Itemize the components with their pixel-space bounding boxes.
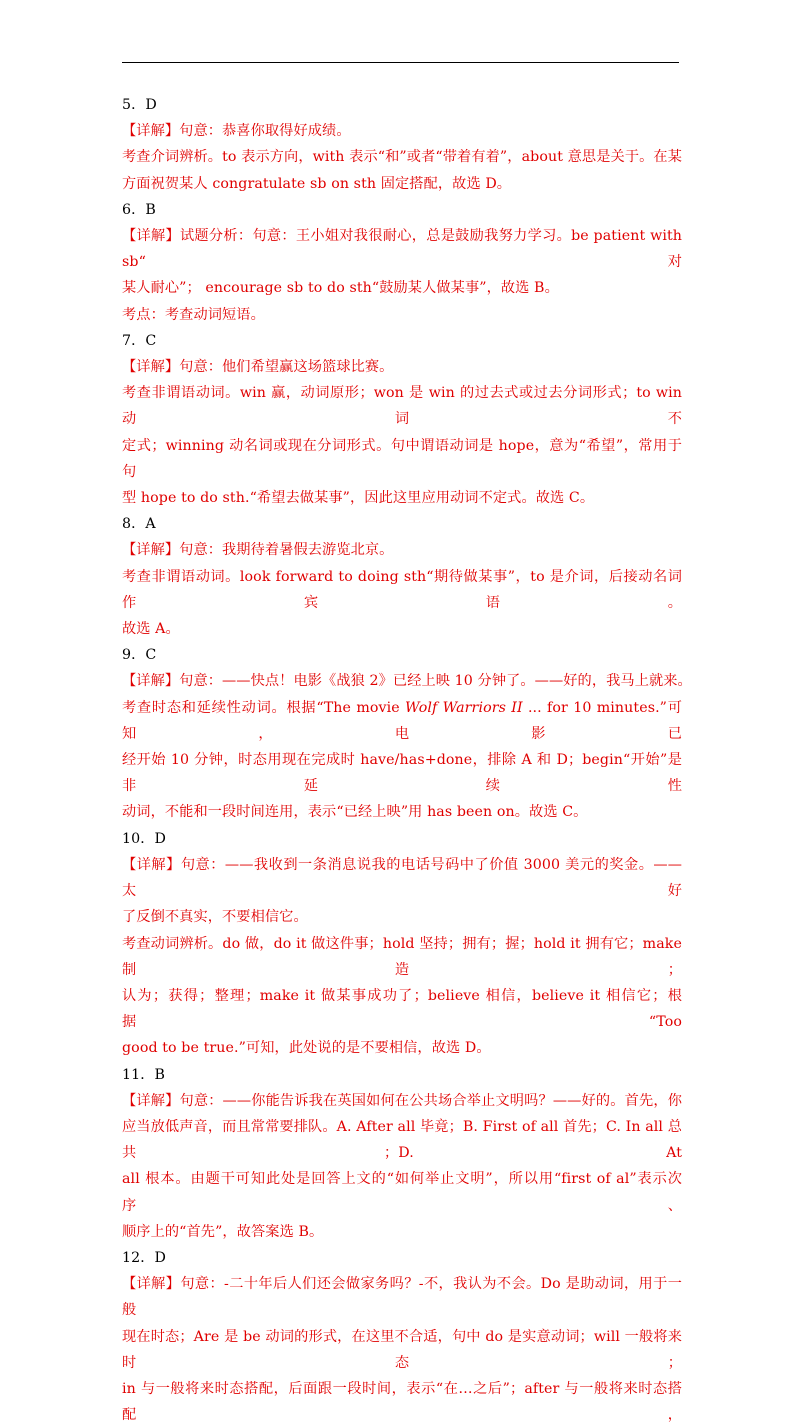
- header-rule: [122, 62, 679, 63]
- item-11: [122, 1062, 682, 1245]
- answer-label: 10．D: [122, 830, 167, 847]
- explanation-line: 【详解】句意：我期待着暑假去游览北京。: [122, 542, 394, 559]
- explanation-line: 顺序上的“首先”，故答案选 B。: [122, 1223, 324, 1240]
- answer-label: 8．A: [122, 516, 156, 533]
- explanation-line: 经开始 10 分钟，时态用现在完成时 have/has+done，排除 A 和 D；begin“开始”是非延续性: [122, 752, 682, 795]
- explanation-text: 考查时态和延续性动词。根据“The movie: [122, 699, 406, 716]
- explanation-line: 了反倒不真实，不要相信它。: [122, 909, 308, 926]
- explanation-line: good to be true.”可知，此处说的是不要相信，故选 D。: [122, 1040, 491, 1057]
- item-8: [122, 511, 682, 642]
- answer-label: 12．D: [122, 1249, 167, 1266]
- item-7: [122, 328, 682, 511]
- explanation-text: ... for 10 minutes.”可知，电影已: [122, 699, 682, 742]
- explanation-line: 【详解】句意：他们希望赢这场篮球比赛。: [122, 359, 394, 376]
- answer-explanations: [122, 92, 692, 1428]
- item-10: [122, 826, 682, 1062]
- item-12: [122, 1245, 682, 1428]
- explanation-line: 考查动词辨析。do 做，do it 做这件事；hold 坚持；拥有；握；hold it 拥有它；make 制造；: [122, 935, 682, 978]
- explanation-line: 动词，不能和一段时间连用，表示“已经上映”用 has been on。故选 C。: [122, 804, 588, 821]
- explanation-line: all 根本。由题干可知此处是回答上文的“如何举止文明”，所以用“first of al”表示次序、: [122, 1171, 682, 1214]
- answer-label: 7．C: [122, 332, 157, 349]
- explanation-line: 某人耐心”； encourage sb to do sth“鼓励某人做某事”，故选 B。: [122, 280, 559, 297]
- explanation-line: 【详解】句意：——你能告诉我在英国如何在公共场合举止文明吗？——好的。首先，你: [122, 1092, 682, 1109]
- item-9: [122, 642, 692, 825]
- item-5: [122, 92, 682, 197]
- answer-label: 5．D: [122, 97, 157, 113]
- explanation-line: 方面祝贺某人 congratulate sb on sth 固定搭配，故选 D。: [122, 175, 512, 192]
- explanation-line: in 与一般将来时态搭配，后面跟一段时间，表示“在…之后”；after 与一般将来时态搭配，: [122, 1380, 682, 1424]
- explanation-line: 定式；winning 动名词或现在分词形式。句中谓语动词是 hope，意为“希望”，常用于句: [122, 437, 682, 480]
- movie-title: Wolf Warriors II: [405, 699, 523, 716]
- explanation-line: 【详解】句意：——我收到一条消息说我的电话号码中了价值 3000 美元的奖金。——太好: [122, 856, 682, 900]
- explanation-line: 现在时态；Are 是 be 动词的形式，在这里不合适，句中 do 是实意动词；will 一般将来时态；: [122, 1328, 682, 1371]
- explanation-line: 故选 A。: [122, 621, 180, 638]
- explanation-line: 考点：考查动词短语。: [122, 306, 265, 323]
- explanation-line: 考查介词辨析。to 表示方向，with 表示“和”或者“带着有着”，about 意思是关于。在某: [122, 149, 682, 166]
- answer-label: 11．B: [122, 1066, 166, 1083]
- explanation-line: 认为；获得；整理；make it 做某事成功了；believe 相信，believe it 相信它；根据“Too: [122, 987, 682, 1031]
- explanation-line: 应当放低声音，而且常常要排队。A. After all 毕竟；B. First of all 首先；C. In all 总共；D. At: [122, 1118, 682, 1162]
- explanation-line: 【详解】句意：恭喜你取得好成绩。: [122, 123, 351, 140]
- explanation-line: 型 hope to do sth.“希望去做某事”，因此这里应用动词不定式。故选 C。: [122, 490, 595, 507]
- explanation-line: 【详解】试题分析：句意：王小姐对我很耐心，总是鼓励我努力学习。be patient with sb“对: [122, 228, 682, 271]
- explanation-line: 考查非谓语动词。win 赢，动词原形；won 是 win 的过去式或过去分词形式；to win 动词不: [122, 385, 682, 428]
- answer-label: 9．C: [122, 647, 157, 664]
- answer-label: 6．B: [122, 201, 156, 218]
- item-6: [122, 197, 682, 328]
- explanation-line: [122, 695, 682, 747]
- explanation-line: 【详解】句意：-二十年后人们还会做家务吗？-不，我认为不会。Do 是助动词，用于一般: [122, 1276, 682, 1319]
- explanation-line: 【详解】句意：——快点！电影《战狼 2》已经上映 10 分钟了。——好的，我马上就来。: [122, 673, 692, 690]
- explanation-line: 考查非谓语动词。look forward to doing sth“期待做某事”，to 是介词，后接动名词作宾语。: [122, 568, 682, 611]
